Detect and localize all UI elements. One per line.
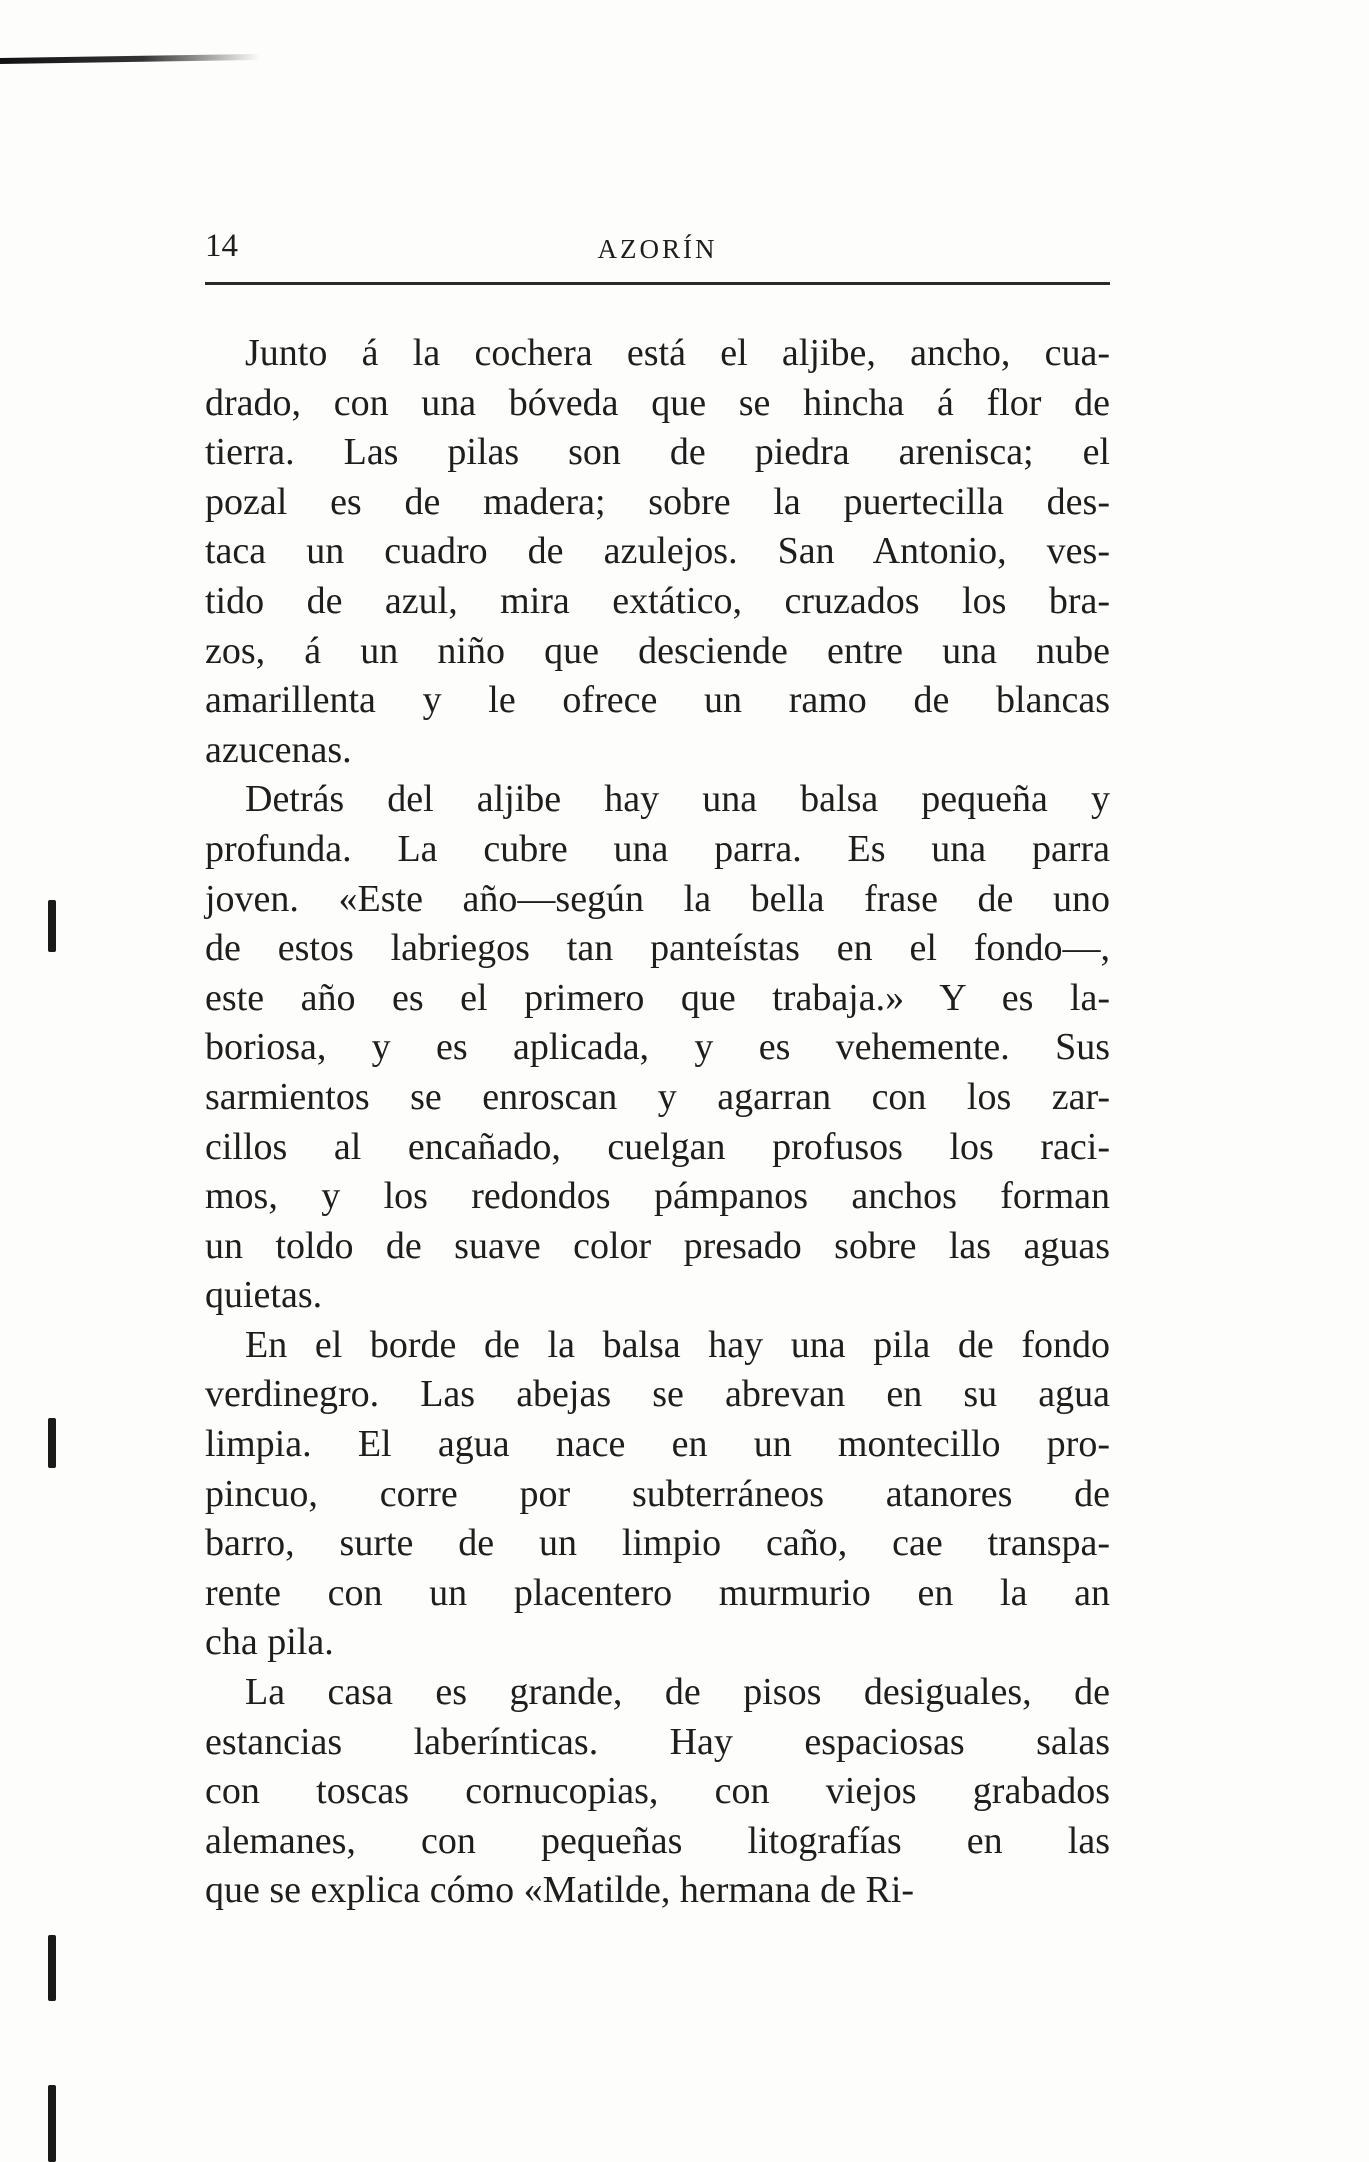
text-line: pozal es de madera; sobre la puertecilla des- [205, 480, 1110, 523]
scan-artifact-line [0, 54, 260, 64]
text-line: rente con un placentero murmurio en la an [205, 1571, 1110, 1614]
text-line: que se explica cómo «Matilde, hermana de Ri- [205, 1869, 915, 1912]
paragraph [205, 1668, 1110, 1916]
text-line: cha pila. [205, 1621, 334, 1664]
text-line: quietas. [205, 1274, 323, 1317]
text-line: zos, á un niño que desciende entre una nube [205, 629, 1110, 672]
text-line: Junto á la cochera está el aljibe, ancho, cua- [245, 332, 1110, 374]
text-line: sarmientos se enroscan y agarran con los zar- [205, 1075, 1110, 1118]
text-line: estancias laberínticas. Hay espaciosas salas [205, 1720, 1110, 1763]
paragraph [205, 329, 1110, 775]
paragraph [205, 775, 1110, 1321]
page-header [205, 220, 1110, 282]
book-page [205, 220, 1110, 1916]
text-line: con toscas cornucopias, con viejos grabados [205, 1770, 1110, 1813]
scan-artifact-mark [48, 2085, 56, 2162]
text-line: limpia. El agua nace en un montecillo pro- [205, 1423, 1110, 1466]
text-line: amarillenta y le ofrece un ramo de blancas [205, 679, 1110, 722]
text-line: pincuo, corre por subterráneos atanores de [205, 1472, 1110, 1515]
text-line: joven. «Este año—según la bella frase de uno [205, 877, 1110, 920]
scan-artifact-mark [48, 900, 56, 952]
text-line: cillos al encañado, cuelgan profusos los raci- [205, 1125, 1110, 1168]
scan-artifact-mark [48, 1418, 56, 1468]
page-number: 14 [205, 228, 238, 264]
text-line: verdinegro. Las abejas se abrevan en su agua [205, 1373, 1110, 1416]
text-line: este año es el primero que trabaja.» Y es la- [205, 976, 1110, 1019]
text-line: tido de azul, mira extático, cruzados los bra- [205, 579, 1110, 622]
text-line: drado, con una bóveda que se hincha á flor de [205, 381, 1110, 424]
text-line: tierra. Las pilas son de piedra arenisca; el [205, 431, 1110, 474]
running-head: AZORÍN [597, 234, 718, 264]
text-line: un toldo de suave color presado sobre las aguas [205, 1224, 1110, 1267]
body-text [205, 329, 1110, 1916]
paragraph [205, 1321, 1110, 1668]
text-line: En el borde de la balsa hay una pila de fondo [245, 1323, 1110, 1366]
text-line: Detrás del aljibe hay una balsa pequeña y [245, 778, 1110, 821]
text-line: boriosa, y es aplicada, y es vehemente. Sus [205, 1026, 1110, 1069]
text-line: mos, y los redondos pámpanos anchos forman [205, 1175, 1110, 1218]
text-line: profunda. La cubre una parra. Es una parra [205, 827, 1110, 870]
header-rule [205, 282, 1110, 285]
text-line: alemanes, con pequeñas litografías en las [205, 1819, 1110, 1862]
text-line: de estos labriegos tan panteístas en el fondo—, [205, 927, 1110, 970]
text-line: taca un cuadro de azulejos. San Antonio, ves- [205, 530, 1110, 573]
text-line: barro, surte de un limpio caño, cae transpa- [205, 1522, 1110, 1565]
text-line: La casa es grande, de pisos desiguales, de [245, 1671, 1110, 1714]
scan-artifact-mark [48, 1935, 56, 2001]
text-line: azucenas. [205, 728, 352, 771]
